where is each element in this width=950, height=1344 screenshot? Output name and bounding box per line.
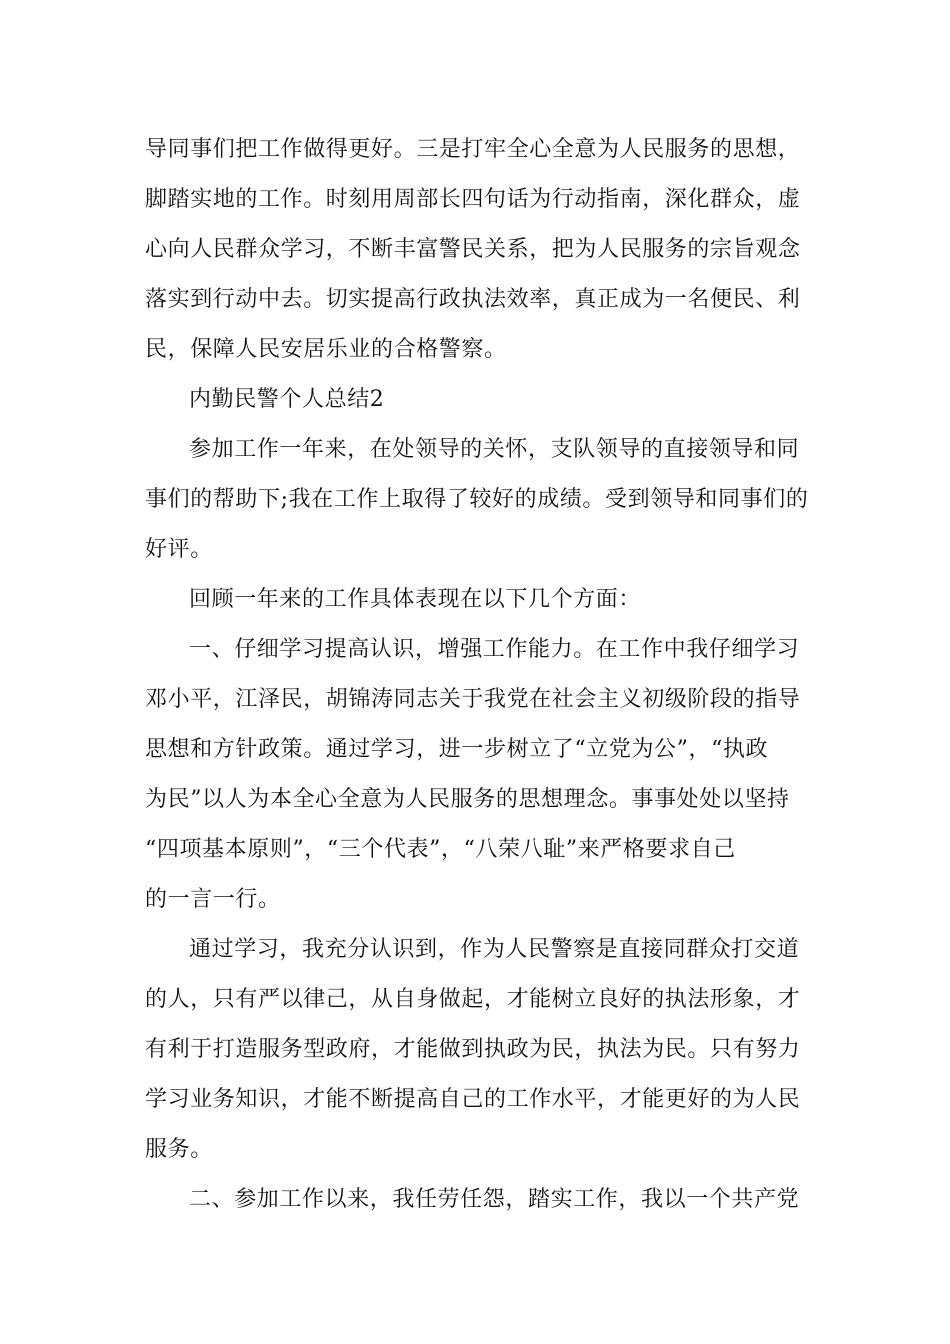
text-line: 邓小平，江泽民，胡锦涛同志关于我党在社会主义初级阶段的指导: [145, 687, 801, 712]
text-line: 通过学习，我充分认识到，作为人民警察是直接同群众打交道: [189, 937, 800, 962]
text-line: “四项基本原则”，“三个代表”，“八荣八耻”来严格要求自己: [145, 837, 736, 862]
text-line: 导同事们把工作做得更好。三是打牢全心全意为人民服务的思想，: [145, 137, 801, 162]
text-line: 落实到行动中去。切实提高行政执法效率，真正成为一名便民、利: [145, 287, 801, 312]
text-line: 参加工作一年来，在处领导的关怀，支队领导的直接领导和同: [189, 437, 800, 462]
text-line: 服务。: [145, 1137, 213, 1162]
text-line: 回顾一年来的工作具体表现在以下几个方面：: [189, 587, 642, 612]
text-line: 思想和方针政策。通过学习，进一步树立了“立党为公”，“执政: [145, 737, 769, 762]
text-line: 为民”以人为本全心全意为人民服务的思想理念。事事处处以坚持: [145, 787, 790, 812]
text-line: 一、仔细学习提高认识，增强工作能力。在工作中我仔细学习: [189, 637, 800, 662]
text-line: 学习业务知识，才能不断提高自己的工作水平，才能更好的为人民: [145, 1087, 801, 1112]
text-line: 心向人民群众学习，不断丰富警民关系，把为人民服务的宗旨观念: [145, 237, 801, 262]
text-line: 的人，只有严以律己，从自身做起，才能树立良好的执法形象，才: [145, 987, 801, 1012]
section-heading: 内勤民警个人总结2: [189, 387, 385, 412]
text-line: 有利于打造服务型政府，才能做到执政为民，执法为民。只有努力: [145, 1037, 801, 1062]
text-line: 好评。: [145, 537, 213, 562]
document-body: [145, 125, 810, 1225]
text-line: 的一言一行。: [145, 887, 281, 912]
text-line: 事们的帮助下;我在工作上取得了较好的成绩。受到领导和同事们的: [145, 487, 809, 512]
text-line: 二、参加工作以来，我任劳任怨，踏实工作，我以一个共产党: [189, 1187, 800, 1212]
text-line: 民，保障人民安居乐业的合格警察。: [145, 337, 507, 362]
text-line: 脚踏实地的工作。时刻用周部长四句话为行动指南，深化群众，虚: [145, 187, 801, 212]
